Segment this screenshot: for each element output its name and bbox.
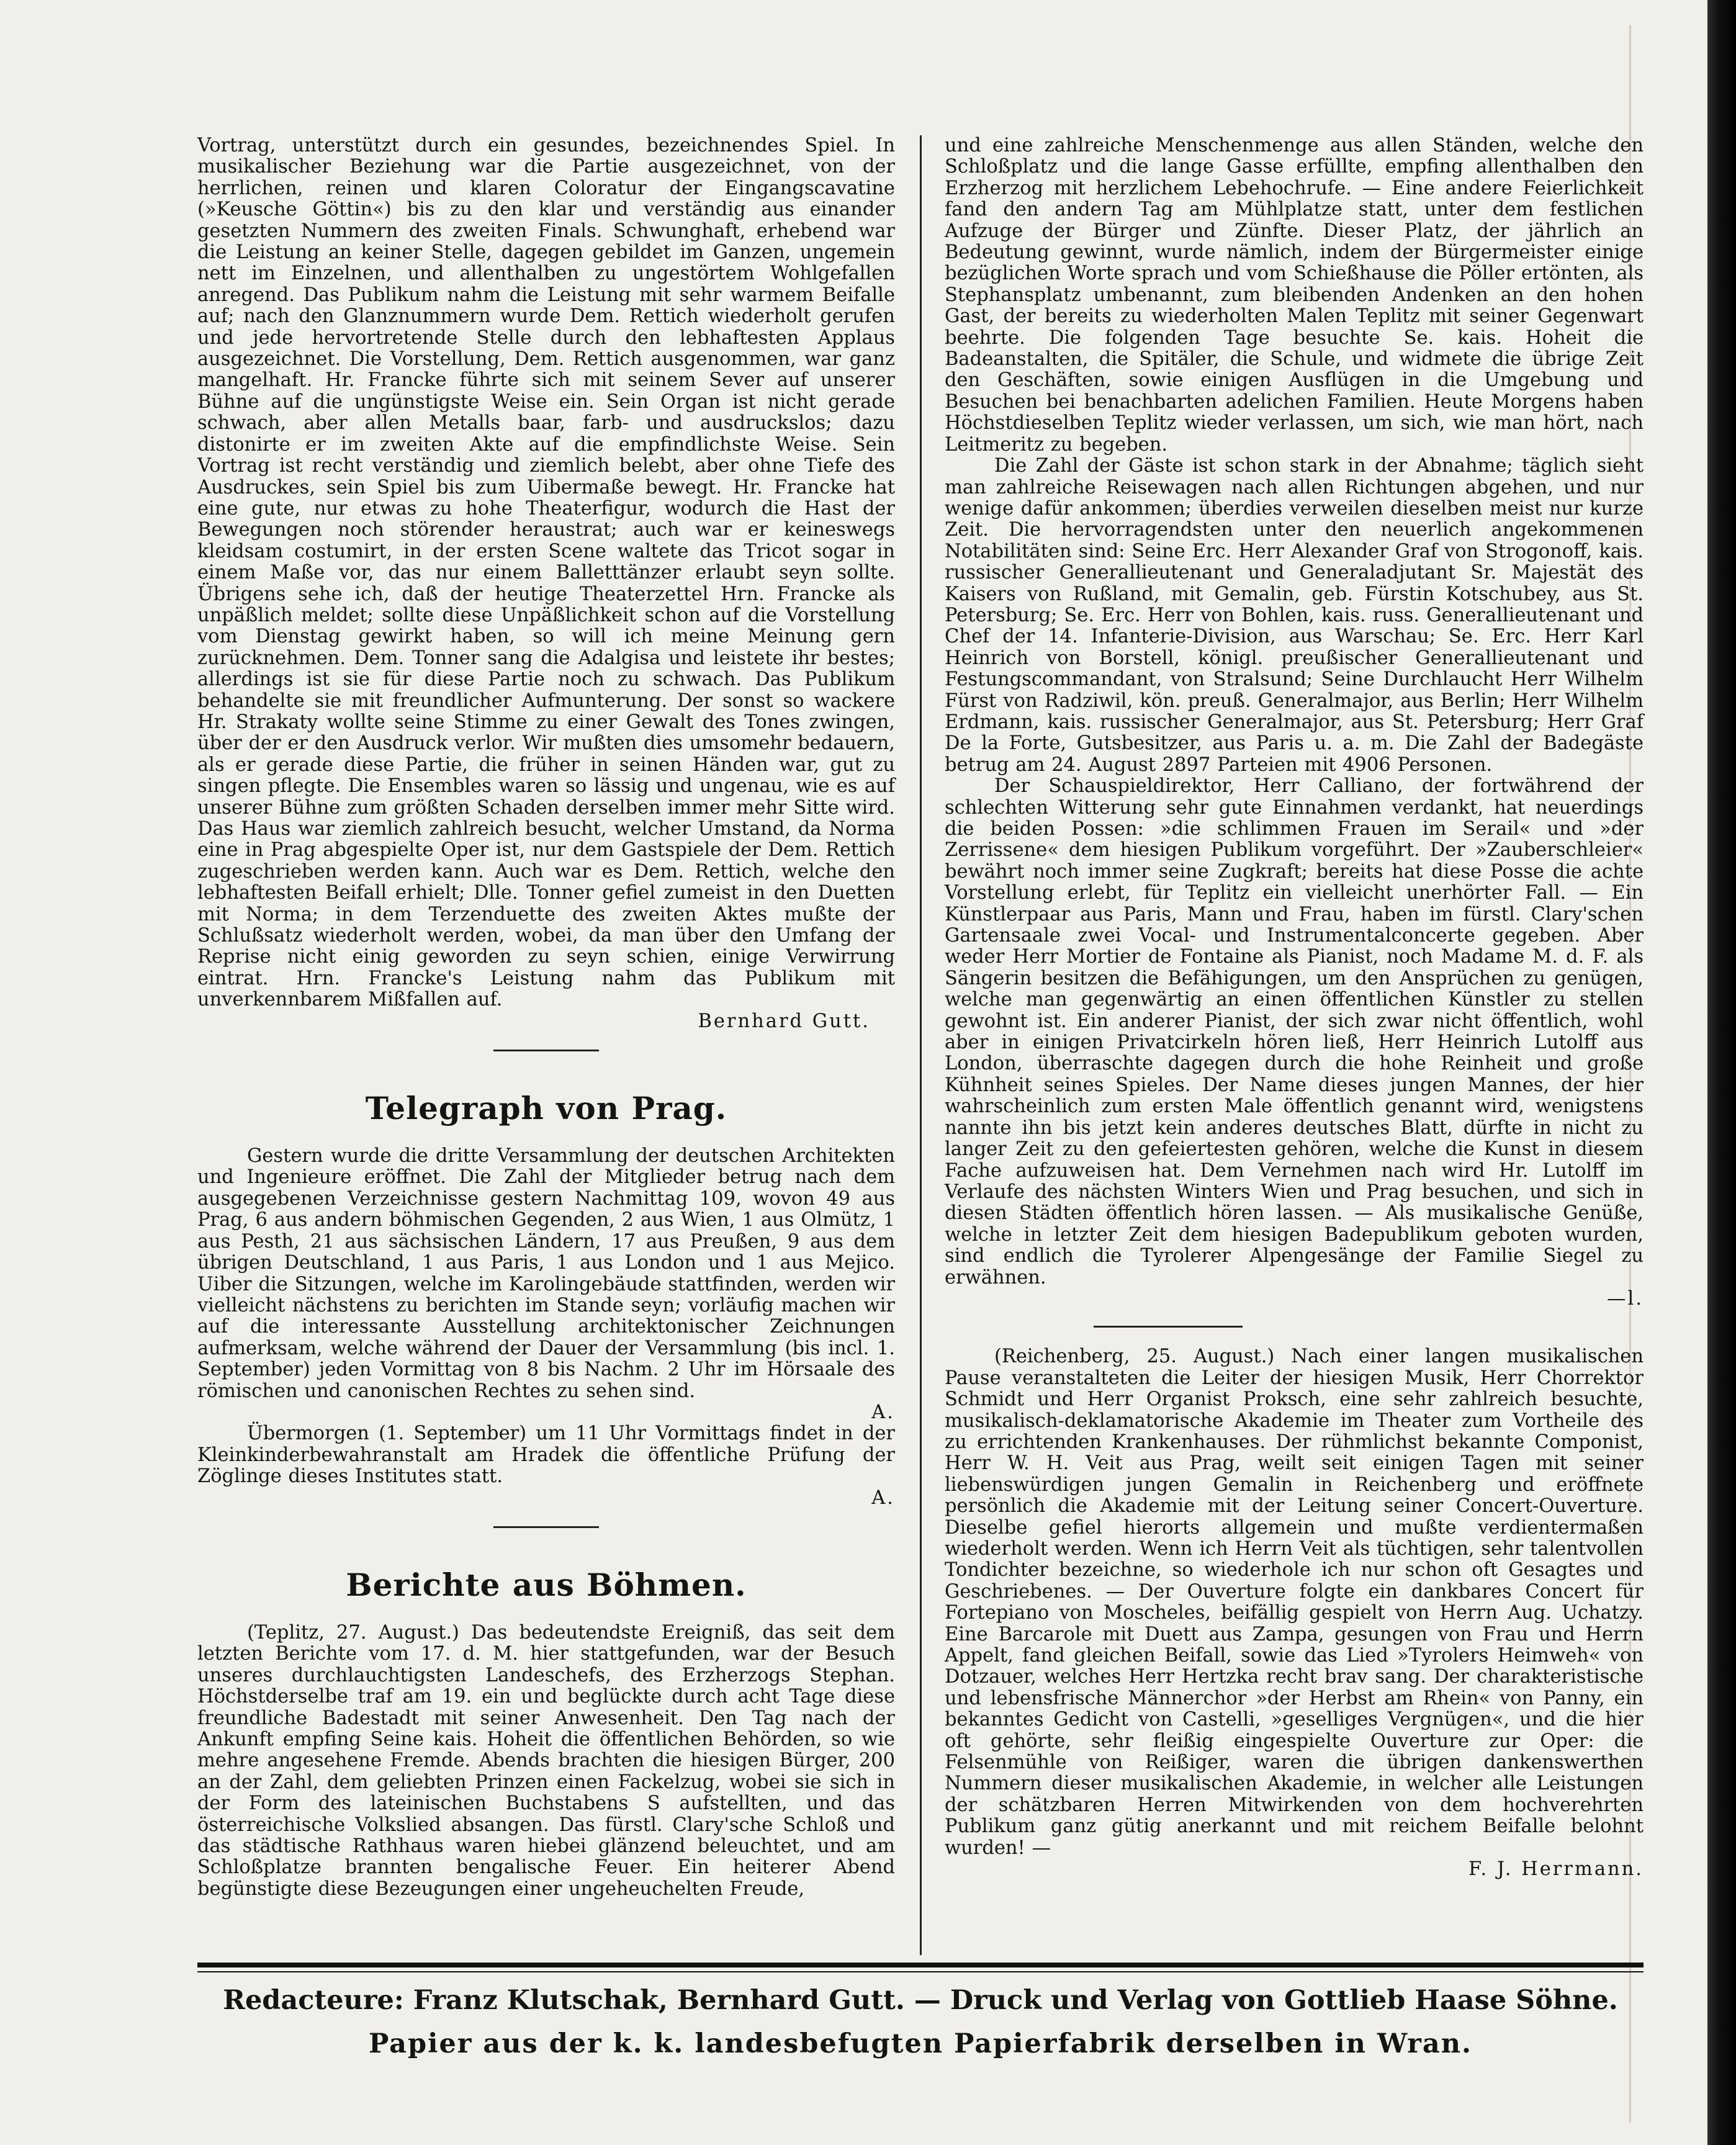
imprint-line-1: Redacteure: Franz Klutschak, Bernhard Gutt. — Druck und Verlag von Gottlieb Haase Söhne. xyxy=(223,1985,1618,2016)
heading-berichte: Berichte aus Böhmen. xyxy=(346,1566,747,1603)
telegraph-paragraph-2: Übermorgen (1. September) um 11 Uhr Vormittags findet in der Kleinkinderbewahranstalt am Hradek die öffentliche Prüfung der Zöglinge dieses Institutes statt. xyxy=(197,1423,895,1488)
heading-telegraph: Telegraph von Prag. xyxy=(365,1090,727,1127)
reichenberg-paragraph: (Reichenberg, 25. August.) Nach einer langen musikalischen Pause veranstalteten die Leiter der hiesigen Musik, Herr Chorrektor Schmidt und Herr Organist Proksch, eine sehr zahlreich besuchte, musikalisch-deklamatorische Akademie im Theater zum Vortheile des zu errichtenden Krankenhauses. Der rühmlichst bekannte Componist, Herr W. H. Veit aus Prag, weilt seit einigen Tagen mit seiner liebenswürdigen jungen Gemalin in Reichenberg und eröffnete persönlich die Akademie mit der Leitung seiner Concert-Ouverture. Dieselbe gefiel hierorts allgemein und mußte verdientermaßen wiederholt werden. Wenn ich Herrn Veit als tüchtigen, sehr talentvollen Tondichter bezeichne, so wiederhole ich nur schon oft Gesagtes und Geschriebenes. — Der Ouverture folgte ein dankbares Concert für Fortepiano von Moscheles, beifällig gespielt von Herrn Aug. Uchatzy. Eine Barcarole mit Duett aus Zampa, gesungen von Frau und Herrn Appelt, fand gleichen Beifall, sowie das Lied »Tyrolers Heimweh« von Dotzauer, welches Herr Hertzka recht brav sang. Der charakteristische und lebensfrische Männerchor »der Herbst am Rhein« von Panny, ein bekanntes Gedicht von Castelli, »geselliges Vergnügen«, und die hier oft gehörte, sehr fleißig eingespielte Ouverture zur Oper: die Felsenmühle von Reißiger, waren die übrigen dankenswerthen Nummern dieser musikalischen Akademie, in welcher alle Leistungen der schätzbaren Herren Mitwirkenden von dem hochverehrten Publikum ganz gütig anerkannt und mit reichem Beifalle belohnt wurden! — xyxy=(945,1346,1644,1859)
section-divider xyxy=(493,1050,599,1051)
imprint-line-2: Papier aus der k. k. landesbefugten Papierfabrik derselben in Wran. xyxy=(369,2028,1472,2059)
teplitz-paragraph: (Teplitz, 27. August.) Das bedeutendste Ereigniß, das seit dem letzten Berichte vom 17. d. M. hier stattgefunden, war der Besuch unseres durchlauchtigsten Landeschefs, des Erzherzogs Stephan. Höchstderselbe traf am 19. ein und beglückte durch acht Tage diese freundliche Badestadt mit seiner Anwesenheit. Den Tag nach der Ankunft empfing Seine kais. Hoheit die öffentlichen Behörden, so wie mehre angesehene Fremde. Abends brachten die hiesigen Bürger, 200 an der Zahl, dem geliebten Prinzen einen Fackelzug, wobei sie sich in der Form des lateinischen Buchstabens S aufstellten, und das österreichische Volkslied absangen. Das fürstl. Clary'sche Schloß und das städtische Rathhaus waren hiebei glänzend beleuchtet, und am Schloßplatze brannten bengalische Feuer. Ein heiterer Abend begünstigte diese Bezeugungen einer ungeheuchelten Freude, xyxy=(197,1621,895,1900)
footer-rule-thin xyxy=(197,1971,1644,1972)
right-column xyxy=(945,135,1644,1881)
left-column xyxy=(197,135,895,1900)
review-signature: Bernhard Gutt. xyxy=(698,1010,870,1032)
footer-rule-thick xyxy=(197,1963,1644,1967)
telegraph-paragraph-1: Gestern wurde die dritte Versammlung der deutschen Architekten und Ingenieure eröffnet. Die Zahl der Mitglieder betrug nach dem ausgegebenen Verzeichnisse gestern Nachmittag 109, wovon 49 aus Prag, 6 aus andern böhmischen Gegenden, 2 aus Wien, 1 aus Olmütz, 1 aus Pesth, 21 aus sächsischen Ländern, 17 aus Preußen, 9 aus dem übrigen Deutschland, 1 aus Paris, 1 aus London und 1 aus Mejico. Uiber die Sitzungen, welche im Karolingebäude stattfinden, werden wir vielleicht nächstens zu berichten im Stande seyn; vorläufig machen wir auf die interessante Ausstellung architektonischer Zeichnungen aufmerksam, welche während der Dauer der Versammlung (bis incl. 1. September) jeden Vormittag von 8 bis Nachm. 2 Uhr im Hörsaale des römischen und canonischen Rechtes zu sehen sind. xyxy=(197,1145,895,1402)
teplitz-guests-paragraph: Die Zahl der Gäste ist schon stark in der Abnahme; täglich sieht man zahlreiche Reisewagen nach allen Richtungen abgehen, und nur wenige dafür ankommen; überdies verweilen dieselben meist nur kurze Zeit. Die hervorragendsten unter den neuerlich angekommenen Notabilitäten sind: Seine Erc. Herr Alexander Graf von Strogonoff, kais. russischer Generallieutenant und Generaladjutant Sr. Majestät des Kaisers von Rußland, mit Gemalin, geb. Fürstin Kotschubey, aus St. Petersburg; Se. Erc. Herr von Bohlen, kais. russ. Generallieutenant und Chef der 14. Infanterie-Division, aus Warschau; Se. Erc. Herr Karl Heinrich von Borstell, königl. preußischer Generallieutenant und Festungscommandant, von Stralsund; Seine Durchlaucht Herr Wilhelm Fürst von Radziwil, kön. preuß. Generalmajor, aus Berlin; Herr Wilhelm Erdmann, kais. russischer Generalmajor, aus St. Petersburg; Herr Graf De la Forte, Gutsbesitzer, aus Paris u. a. m. Die Zahl der Badegäste betrug am 24. August 2897 Parteien mit 4906 Personen. xyxy=(945,455,1644,776)
review-continuation: Vortrag, unterstützt durch ein gesundes, bezeichnendes Spiel. In musikalischer Beziehung war die Partie ausgezeichnet, von der herrlichen, reinen und klaren Coloratur der Eingangscavatine (»Keusche Göttin«) bis zu den klar und verständig aus einander gesetzten Nummern des zweiten Finals. Schwunghaft, erhebend war die Leistung an keiner Stelle, dagegen gebildet im Ganzen, ungemein nett im Einzelnen, und allenthalben zu ungestörtem Wohlgefallen anregend. Das Publikum nahm die Leistung mit sehr warmem Beifalle auf; nach den Glanznummern wurde Dem. Rettich wiederholt gerufen und jede hervortretende Stelle durch den lebhaftesten Applaus ausgezeichnet. Die Vorstellung, Dem. Rettich ausgenommen, war ganz mangelhaft. Hr. Francke führte sich mit seinem Sever auf unserer Bühne auf die ungünstigste Weise ein. Sein Organ ist nicht gerade schwach, aber allen Metalls baar, farb- und ausdruckslos; dazu distonirte er im zweiten Akte auf die empfindlichste Weise. Sein Vortrag ist recht verständig und ziemlich belebt, aber ohne Tiefe des Ausdruckes, sein Spiel bis zum Uibermaße bewegt. Hr. Francke hat eine gute, nur etwas zu hohe Theaterfigur, wodurch die Hast der Bewegungen noch störender heraustrat; auch war er keineswegs kleidsam costumirt, in der ersten Scene waltete das Tricot sogar in einem Maße vor, das nur einem Balletttänzer erlaubt seyn sollte. Übrigens sehe ich, daß der heutige Theaterzettel Hrn. Francke als unpäßlich meldet; sollte diese Unpäßlichkeit schon auf die Vorstellung vom Dienstag gewirkt haben, so will ich meine Meinung gern zurücknehmen. Dem. Tonner sang die Adalgisa und leistete ihr bestes; allerdings ist sie für diese Partie noch zu schwach. Das Publikum behandelte sie mit freundlicher Aufmunterung. Der sonst so wackere Hr. Strakaty wollte seine Stimme zu einer Gewalt des Tones zwingen, über der er den Ausdruck verlor. Wir mußten dies umsomehr bedauern, als er gerade diese Partie, die früher in seinen Händen war, gut zu singen pflegte. Die Ensembles waren so lässig und ungenau, wie es auf unserer Bühne zum größten Schaden derselben immer mehr Sitte wird. Das Haus war ziemlich zahlreich besucht, welcher Umstand, da Norma eine in Prag abgespielte Oper ist, nur dem Gastspiele der Dem. Rettich zugeschrieben werden kann. Auch war es Dem. Rettich, welche den lebhaftesten Beifall erhielt; Dlle. Tonner gefiel zumeist in den Duetten mit Norma; in dem Terzenduette des zweiten Aktes mußte der Schlußsatz wiederholt werden, wobei, da man über den Umfang der Reprise nicht einig geworden zu seyn schien, einige Verwirrung eintrat. Hrn. Francke's Leistung nahm das Publikum mit unverkennbarem Mißfallen auf. xyxy=(197,135,895,1011)
reichenberg-signature: F. J. Herrmann. xyxy=(1468,1858,1644,1881)
teplitz-continuation: und eine zahlreiche Menschenmenge aus allen Ständen, welche den Schloßplatz und die lange Gasse erfüllte, empfing allenthalben den Erzherzog mit herzlichem Lebehochrufe. — Eine andere Feierlichkeit fand den andern Tag am Mühlplatze statt, unter dem festlichen Aufzuge der Bürger und Zünfte. Dieser Platz, der jährlich an Bedeutung gewinnt, wurde nämlich, indem der Bürgermeister einige bezüglichen Worte sprach und vom Schießhause die Pöller ertönten, als Stephansplatz umbenannt, zum bleibenden Andenken an den hohen Gast, der bereits zu wiederholten Malen Teplitz mit seiner Gegenwart beehrte. Die folgenden Tage besuchte Se. kais. Hoheit die Badeanstalten, die Spitäler, die Schule, und widmete die übrige Zeit den Geschäften, sowie einigen Ausflügen in die Umgebung und Besuchen bei benachbarten adelichen Familien. Heute Morgens haben Höchstdieselben Teplitz wieder verlassen, um sich, wie man hört, nach Leitmeritz zu begeben. xyxy=(945,135,1644,456)
telegraph-signature-2: A. xyxy=(871,1486,895,1509)
teplitz-theatre-paragraph: Der Schauspieldirektor, Herr Calliano, der fortwährend der schlechten Witterung sehr gute Einnahmen verdankt, hat neuerdings die beiden Possen: »die schlimmen Frauen im Serail« und »der Zerrissene« dem hiesigen Publikum vorgeführt. Der »Zauberschleier« bewährt noch immer seine Zugkraft; bereits hat diese Posse die achte Vorstellung erlebt, für Teplitz ein vielleicht unerhörter Fall. — Ein Künstlerpaar aus Paris, Mann und Frau, haben im fürstl. Clary'schen Gartensaale zwei Vocal- und Instrumentalconcerte gegeben. Aber weder Herr Mortier de Fontaine als Pianist, noch Madame M. d. F. als Sängerin besitzen die Befähigungen, um den Ansprüchen zu genügen, welche man gegenwärtig an einen öffentlichen Künstler zu stellen gewohnt ist. Ein anderer Pianist, der sich zwar nicht öffentlich, wohl aber in einigen Privatcirkeln hören ließ, Herr Heinrich Lutolff aus London, überraschte dagegen durch die hohe Reinheit und große Kühnheit seines Spieles. Der Name dieses jungen Mannes, der hier wahrscheinlich zum ersten Male öffentlich genannt wird, wenigstens nannte ihn bis jetzt kein anderes deutsches Blatt, dürfte in nicht zu langer Zeit zu den gefeiertesten gehören, welche die Kunst in diesem Fache aufzuweisen hat. Dem Vernehmen nach wird Hr. Lutolff im Verlaufe des nächsten Winters Wien und Prag besuchen, und sich in diesen Städten öffentlich hören lassen. — Als musikalische Genüße, welche in letzter Zeit dem hiesigen Badepublikum geboten wurden, sind endlich die Tyrolerer Alpengesänge der Familie Siegel zu erwähnen. xyxy=(945,775,1644,1288)
section-divider xyxy=(493,1526,599,1528)
teplitz-signature: —l. xyxy=(1607,1287,1644,1310)
telegraph-signature-1: A. xyxy=(871,1401,895,1423)
column-rule xyxy=(920,135,922,1955)
article-divider xyxy=(1094,1326,1243,1328)
